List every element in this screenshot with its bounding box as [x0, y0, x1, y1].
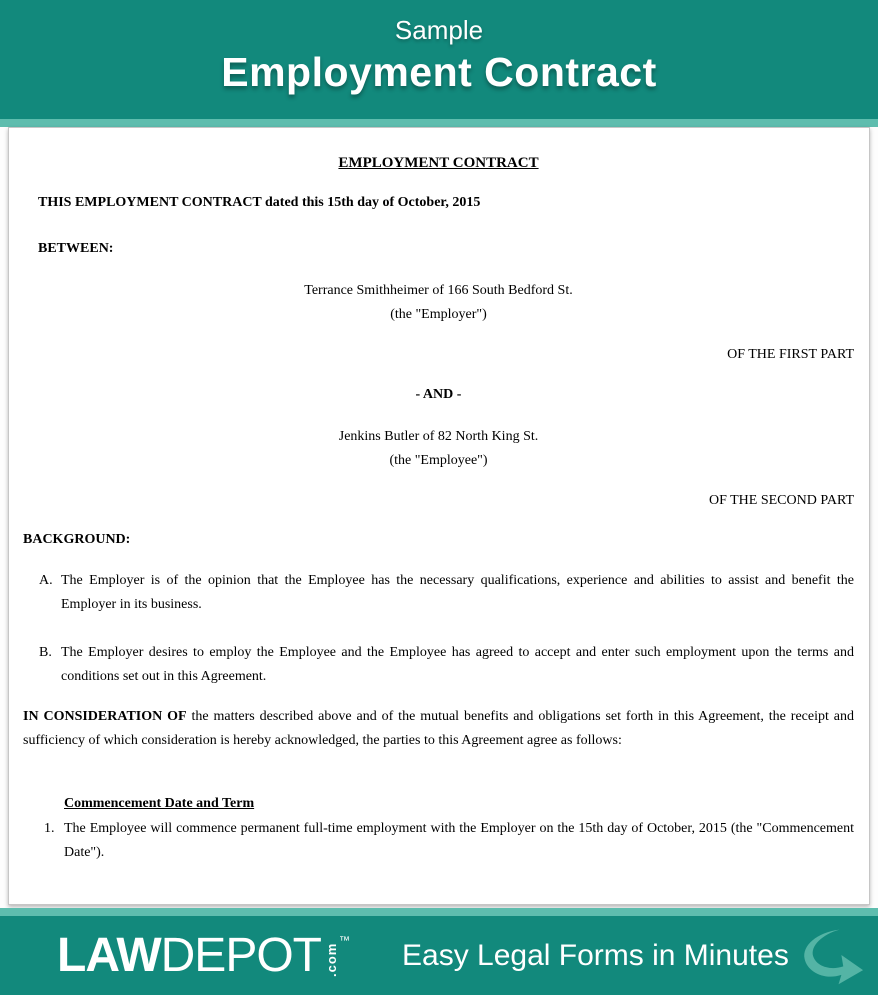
logo-com-text: .com	[324, 942, 339, 977]
logo-depot-text: DEPOT	[160, 929, 321, 982]
numbered-list	[44, 817, 854, 865]
list-text: The Employee will commence permanent full-time employment with the Employer on the 15th day of October, 2015 (the "Commencement Date").	[64, 821, 854, 860]
footer-accent-strip	[0, 908, 878, 916]
list-marker: 1.	[44, 821, 55, 836]
list-text: The Employer desires to employ the Employee and the Employee has agreed to accept and enter such employment upon the terms and conditions set out in this Agreement.	[61, 645, 854, 684]
page-title: Employment Contract	[221, 49, 657, 95]
background-list	[39, 569, 854, 689]
list-marker: B.	[39, 645, 52, 660]
logo-tm-symbol: ™	[339, 935, 350, 947]
background-item-b	[39, 641, 854, 689]
background-heading: BACKGROUND:	[23, 532, 131, 547]
curved-arrow-icon[interactable]	[798, 926, 864, 986]
background-item-a	[39, 569, 854, 617]
list-marker: A.	[39, 573, 53, 588]
document-area	[0, 127, 878, 908]
and-separator: - AND -	[415, 387, 462, 402]
document-page	[8, 127, 870, 905]
numbered-item-1	[44, 817, 854, 865]
header-accent-strip	[0, 119, 878, 127]
sample-label: Sample	[394, 15, 484, 45]
second-part-label: OF THE SECOND PART	[708, 493, 854, 508]
list-text: The Employer is of the opinion that the Employee has the necessary qualifications, experience and abilities to assist and benefit the Employer in its business.	[61, 573, 854, 612]
employee-designation: (the "Employee")	[389, 453, 488, 468]
employee-name-line: Jenkins Butler of 82 North King St.	[338, 429, 539, 444]
footer-tagline: Easy Legal Forms in Minutes	[402, 938, 789, 972]
lawdepot-logo-text	[57, 929, 321, 982]
consideration-rest: the matters described above and of the mutual benefits and obligations set forth in this Agreement, the receipt and sufficiency of which consideration is hereby acknowledged, the parties to this Agreement agree as follows:	[23, 709, 854, 748]
consideration-lead: IN CONSIDERATION OF	[23, 709, 187, 724]
dated-line: THIS EMPLOYMENT CONTRACT dated this 15th day of October, 2015	[38, 195, 481, 210]
employer-designation: (the "Employer")	[390, 307, 487, 322]
header-banner	[0, 0, 878, 119]
employer-block	[23, 279, 854, 327]
first-part-label: OF THE FIRST PART	[727, 347, 854, 362]
between-label: BETWEEN:	[38, 241, 114, 256]
footer-banner	[0, 916, 878, 995]
consideration-paragraph	[23, 705, 854, 753]
employee-block	[23, 425, 854, 473]
logo-law-text: LAW	[57, 929, 161, 982]
document-title: EMPLOYMENT CONTRACT	[338, 155, 539, 171]
section-heading-commencement: Commencement Date and Term	[64, 796, 255, 811]
employer-name-line: Terrance Smithheimer of 166 South Bedford St.	[304, 283, 573, 298]
lawdepot-logo[interactable]	[57, 929, 350, 982]
